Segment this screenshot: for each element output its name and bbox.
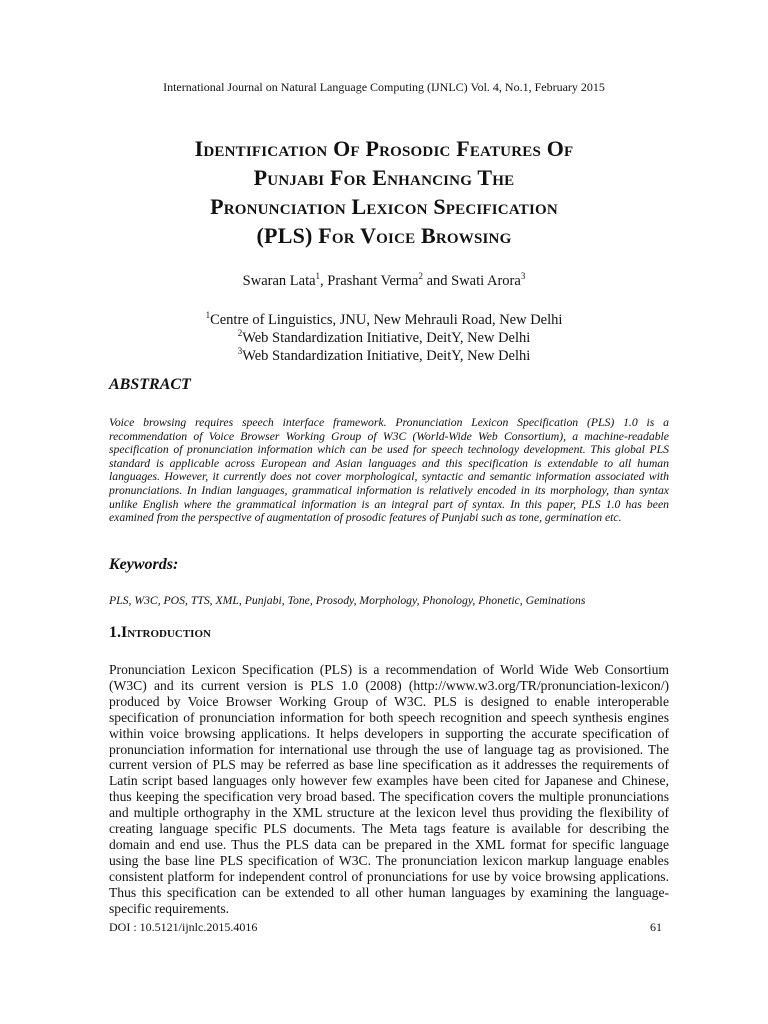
author-name: Prashant Verma (327, 273, 419, 289)
affiliation-mark: 1 (205, 310, 211, 321)
affiliation-text: Web Standardization Initiative, DeitY, New Delhi (242, 330, 531, 346)
title-line: Pronunciation Lexicon Specification (210, 194, 558, 219)
abstract-heading: ABSTRACT (109, 376, 191, 393)
introduction-heading: 1.Introduction (109, 624, 211, 641)
author-name: Swati Arora (451, 273, 521, 289)
introduction-text: Pronunciation Lexicon Specification (PLS) is a recommendation of World Wide Web Consortium (W3C) and its current version is PLS 1.0 (2008) (http://www.w3.org/TR/pronunciation-lexicon/) produced by Voice Browser Working Group of W3C. PLS is designed to enable interoperable specification of pronunciation information for both speech recognition and speech synthesis engines within voice browsing applications. It helps developers in supporting the accurate specification of pronunciation information for international use through the use of language tag as provisioned. The current version of PLS may be referred as base line specification as it addresses the requirements of Latin script based languages only however few examples have been cited for Japanese and Chinese, thus keeping the specification very broad based. The specification covers the multiple pronunciations and multiple orthography in the XML structure at the lexicon level thus providing the flexibility of creating language specific PLS documents. The Meta tags feature is available for describing the domain and end use. Thus the PLS data can be prepared in the XML format for specific language using the base line PLS specification of W3C. The pronunciation lexicon markup language enables consistent platform for independent control of pronunciations for use by voice browsing applications. Thus this specification can be extended to all other human languages by examining the language-specific requirements. (109, 662, 669, 916)
doi-footer: DOI : 10.5121/ijnlc.2015.4016 (109, 920, 258, 934)
abstract-text: Voice browsing requires speech interface framework. Pronunciation Lexicon Specification (PLS) 1.0 is a recommendation of Voice Browser Working Group of W3C (World-Wide Web Consortium), a machine-readable specification of pronunciation information which can be used for speech technology development. This global PLS standard is applicable across European and Asian languages and this specification is extendable to all human languages. However, it currently does not cover morphological, syntactic and semantic information associated with pronunciations. In Indian languages, grammatical information is relatively encoded in its morphology, than syntax unlike English where the grammatical information is an integral part of syntax. In this paper, PLS 1.0 has been examined from the perspective of augmentation of prosodic features of Punjabi such as tone, germination etc. (109, 416, 669, 525)
author-separator: , (320, 273, 328, 289)
author-affiliation-mark: 2 (418, 271, 423, 282)
affiliation-mark: 2 (237, 328, 243, 339)
author-list (0, 273, 768, 290)
author-name: Swaran Lata (242, 273, 316, 289)
affiliation-mark: 3 (237, 346, 243, 357)
title-line: (PLS) For Voice Browsing (256, 223, 512, 248)
affiliation (0, 329, 768, 347)
keywords-heading: Keywords: (109, 556, 179, 573)
affiliation (0, 347, 768, 365)
page-number: 61 (650, 920, 662, 934)
author-affiliation-mark: 3 (520, 271, 526, 282)
author-separator: and (422, 273, 452, 289)
running-header: International Journal on Natural Language Computing (IJNLC) Vol. 4, No.1, February 2015 (163, 80, 605, 94)
title-line: Punjabi For Enhancing The (253, 165, 515, 190)
title-line: Identification Of Prosodic Features Of (194, 136, 574, 161)
affiliation-list (0, 311, 768, 365)
affiliation-text: Web Standardization Initiative, DeitY, New Delhi (242, 348, 531, 364)
affiliation (0, 311, 768, 329)
affiliation-text: Centre of Linguistics, JNU, New Mehrauli Road, New Delhi (210, 312, 563, 328)
paper-title (80, 134, 688, 250)
keywords-text: PLS, W3C, POS, TTS, XML, Punjabi, Tone, Prosody, Morphology, Phonology, Phonetic, Geminations (109, 594, 586, 607)
author-affiliation-mark: 1 (315, 271, 321, 282)
